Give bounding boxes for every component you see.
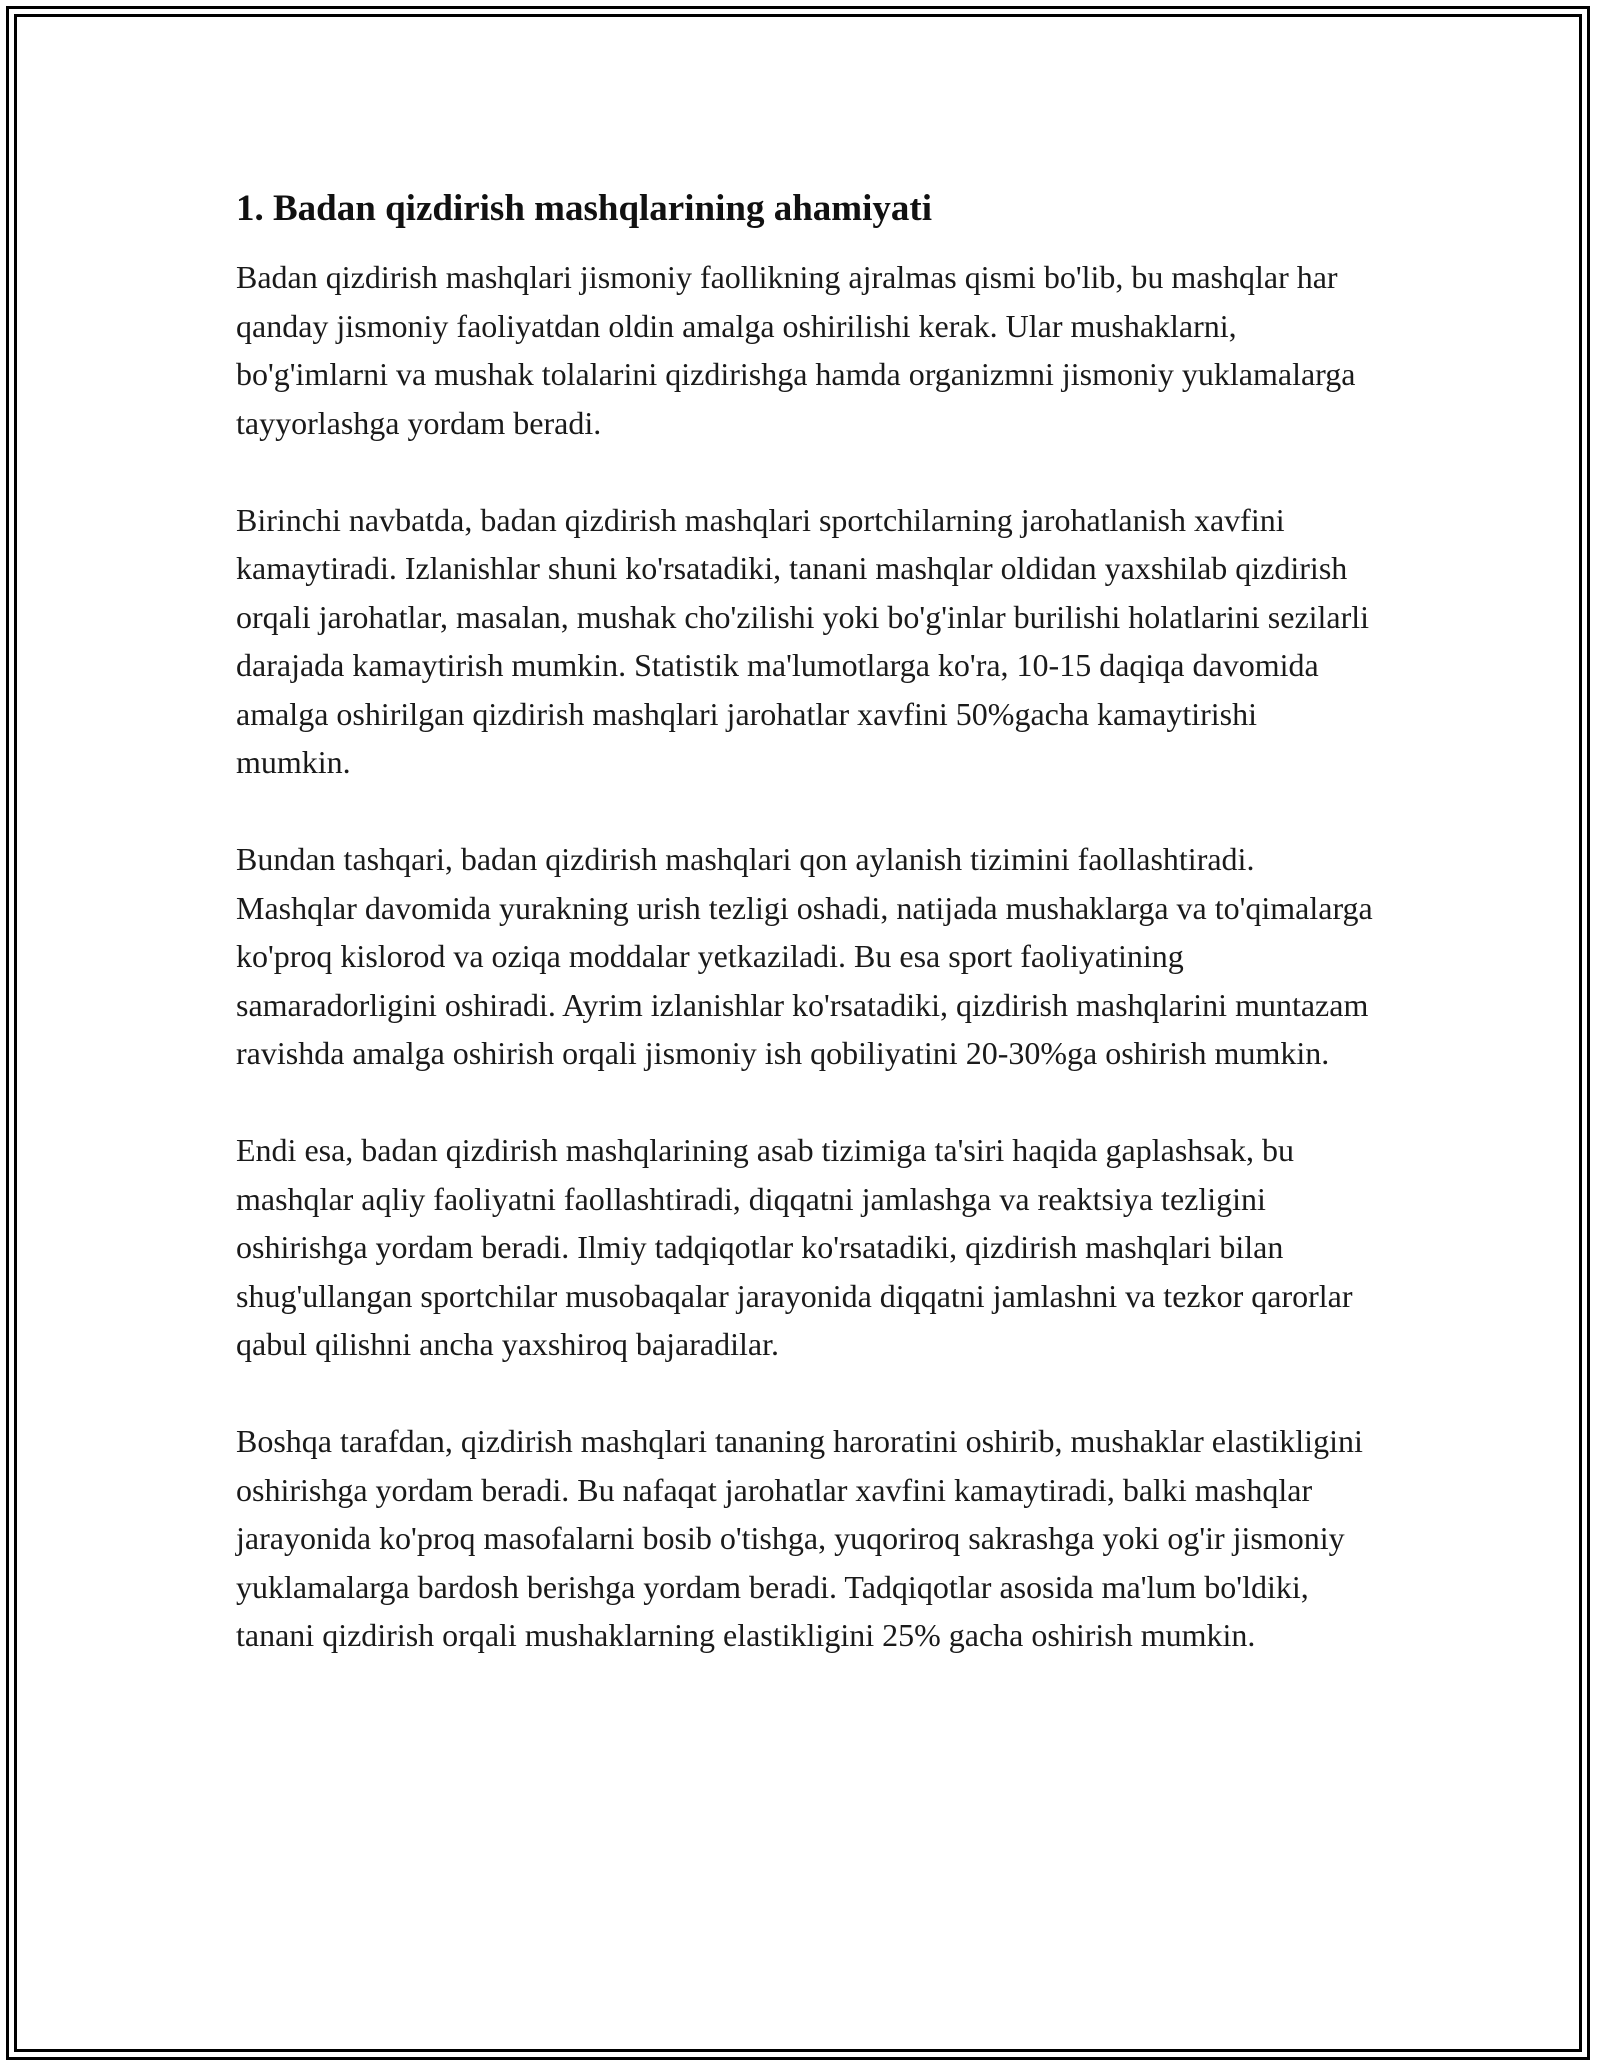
paragraph-4: Endi esa, badan qizdirish mashqlarining asab tizimiga ta'siri haqida gaplashsak, bu mashqlar aqliy faoliyatni faollashtiradi, diqqatni jamlashga va reaktsiya tezligini oshirishga yordam beradi. Ilmiy tadqiqotlar ko'rsatadiki, qizdirish mashqlari bilan shug'ullangan sportchilar musobaqalar jarayonida diqqatni jamlashni va tezkor qarorlar qabul qilishni ancha yaxshiroq bajaradilar. (236, 1132, 1353, 1362)
paragraph-2: Birinchi navbatda, badan qizdirish mashqlari sportchilarning jarohatlanish xavfini kamaytiradi. Izlanishlar shuni ko'rsatadiki, tanani mashqlar oldidan yaxshilab qizdirish orqali jarohatlar, masalan, mushak cho'zilishi yoki bo'g'inlar burilishi holatlarini sezilarli darajada kamaytirish mumkin. Statistik ma'lumotlarga ko'ra, 10-15 daqiqa davomida amalga oshirilgan qizdirish mashqlari jarohatlar xavfini 50%gacha kamaytirishi mumkin. (236, 501, 1370, 780)
paragraph-3: Bundan tashqari, badan qizdirish mashqlari qon aylanish tizimini faollashtiradi. Mashqlar davomida yurakning urish tezligi oshadi, natijada mushaklarga va to'qimalarga ko'proq kislorod va oziqa moddalar yetkaziladi. Bu esa sport faoliyatining samaradorligini oshiradi. Ayrim izlanishlar ko'rsatadiki, qizdirish mashqlarini muntazam ravishda amalga oshirish orqali jismoniy ish qobiliyatini 20-30%ga oshirish mumkin. (236, 841, 1373, 1071)
document-body (236, 185, 1376, 1660)
paragraph-5: Boshqa tarafdan, qizdirish mashqlari tananing haroratini oshirib, mushaklar elastikligini oshirishga yordam beradi. Bu nafaqat jarohatlar xavfini kamaytiradi, balki mashqlar jarayonida ko'proq masofalarni bosib o'tishga, yuqoriroq sakrashga yoki og'ir jismoniy yuklamalarga bardosh berishga yordam beradi. Tadqiqotlar asosida ma'lum bo'ldiki, tanani qizdirish orqali mushaklarning elastikligini 25% gacha oshirish mumkin. (236, 1423, 1363, 1653)
section-heading: 1. Badan qizdirish mashqlarining ahamiyati (236, 188, 932, 229)
paragraph-1: Badan qizdirish mashqlari jismoniy faollikning ajralmas qismi bo'lib, bu mashqlar har qanday jismoniy faoliyatdan oldin amalga oshirilishi kerak. Ular mushaklarni, bo'g'imlarni va mushak tolalarini qizdirishga hamda organizmni jismoniy yuklamalarga tayyorlashga yordam beradi. (236, 259, 1356, 441)
